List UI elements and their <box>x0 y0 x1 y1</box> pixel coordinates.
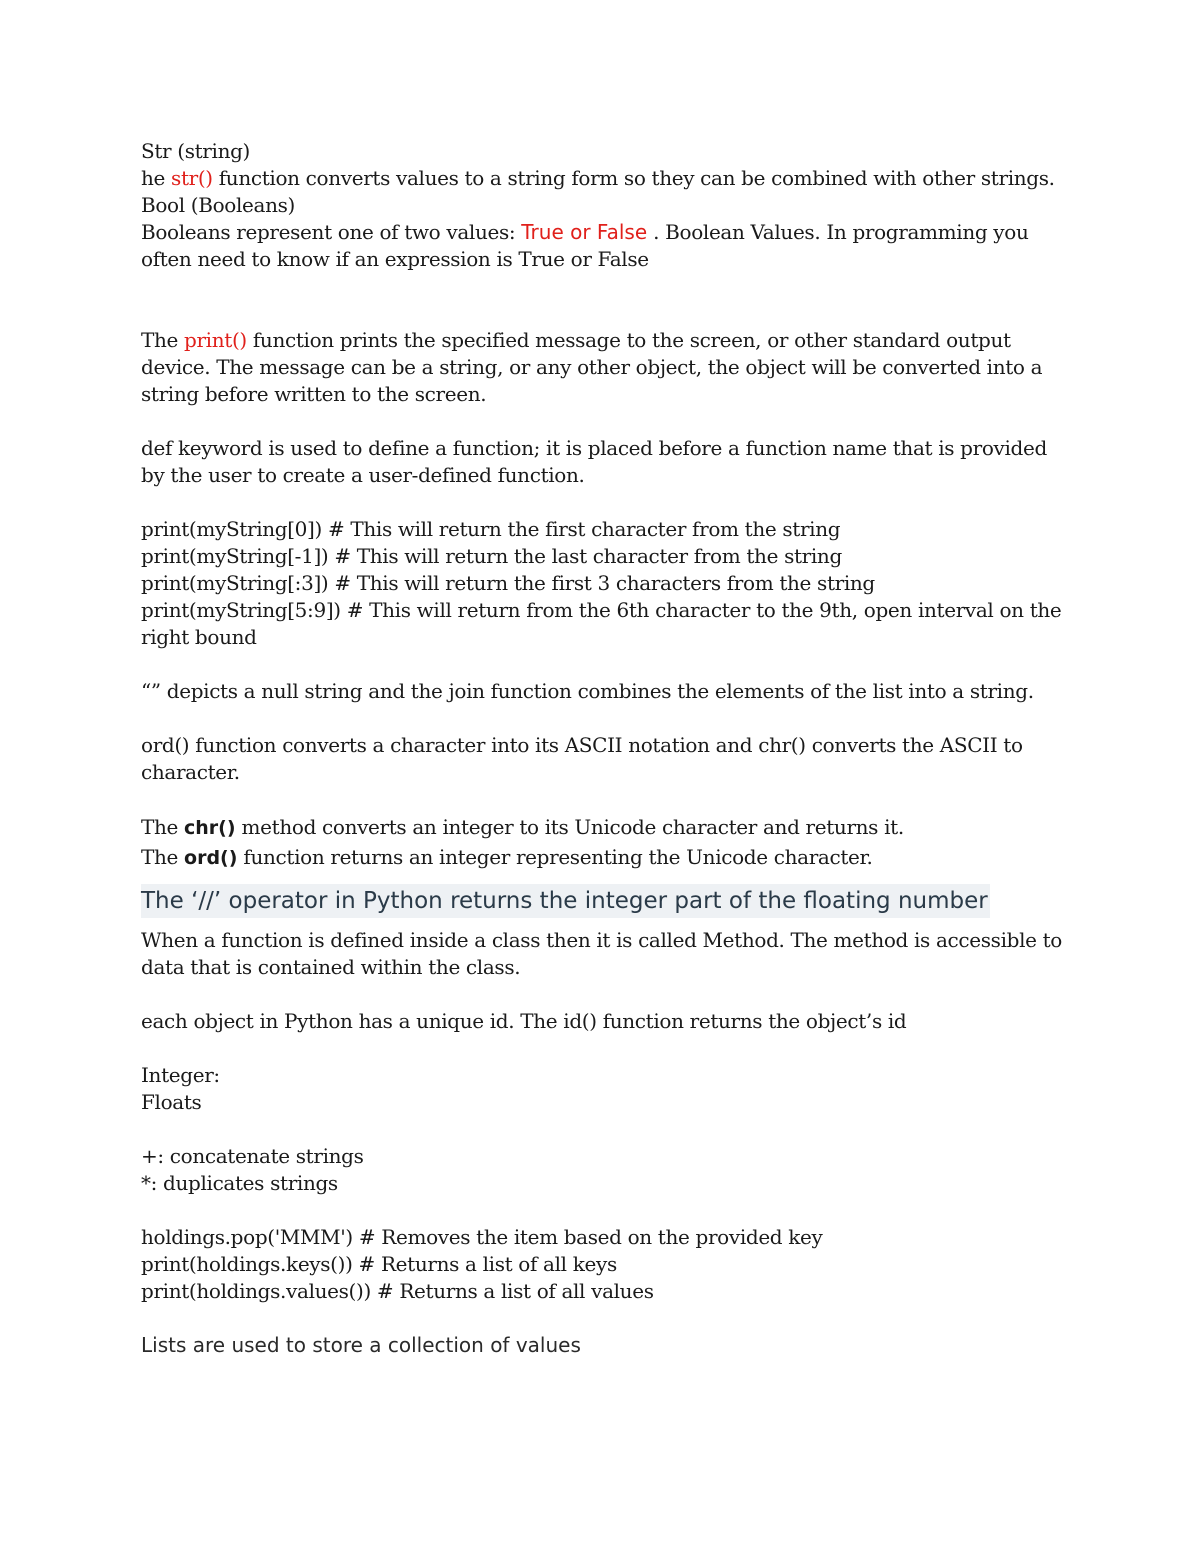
duplicate-operator: *: duplicates strings <box>141 1171 338 1195</box>
str-title: Str (string) <box>141 139 251 163</box>
str-desc-text-rest: function converts values to a string form so they can be combined with other strings. <box>212 166 1055 190</box>
dict-values-line: print(holdings.values()) # Returns a list of all values <box>141 1279 654 1303</box>
document-page <box>141 138 1071 1359</box>
integer-label: Integer: <box>141 1063 220 1087</box>
spacer <box>141 1305 1071 1332</box>
bool-description <box>141 219 1071 273</box>
spacer <box>141 1116 1071 1143</box>
print-function-highlight: print() <box>184 328 247 352</box>
method-description: When a function is defined inside a class then it is called Method. The method is accessible to data that is contained within the class. <box>141 928 1062 979</box>
dict-pop-line: holdings.pop('MMM') # Removes the item based on the provided key <box>141 1225 823 1249</box>
spacer <box>141 1035 1071 1062</box>
str-description <box>141 165 1071 192</box>
print-desc-text-rest: function prints the specified message to the screen, or other standard output device. The message can be a string, or any other object, the object will be converted into a string before written to the screen. <box>141 328 1043 406</box>
print-description <box>141 327 1071 408</box>
bool-values-highlight: True or False <box>521 220 648 244</box>
floor-division-heading: The ‘//’ operator in Python returns the integer part of the floating number <box>141 884 990 918</box>
bool-desc-text-rest: . Boolean Values. In programming you often need to know if an expression is True or False <box>141 220 1029 271</box>
bool-desc-text: Booleans represent one of two values: <box>141 220 522 244</box>
slice-line-1: print(myString[0]) # This will return the first character from the string <box>141 517 841 541</box>
print-desc-text: The <box>141 328 185 352</box>
chr-function-bold: chr() <box>184 817 236 839</box>
slice-line-4: print(myString[5:9]) # This will return from the 6th character to the 9th, open interval on the right bound <box>141 598 1062 649</box>
spacer <box>141 408 1071 435</box>
def-description: def keyword is used to define a function; it is placed before a function name that is provided by the user to create a user-defined function. <box>141 436 1047 487</box>
str-function-highlight: str() <box>171 166 213 190</box>
id-description: each object in Python has a unique id. The id() function returns the object’s id <box>141 1009 907 1033</box>
ord-desc-text: The <box>141 845 185 869</box>
bool-title: Bool (Booleans) <box>141 193 295 217</box>
chr-desc-text-rest: method converts an integer to its Unicode character and returns it. <box>235 815 904 839</box>
ord-chr-description: ord() function converts a character into its ASCII notation and chr() converts the ASCII to character. <box>141 733 1023 784</box>
ord-desc-text-rest: function returns an integer representing the Unicode character. <box>237 845 873 869</box>
spacer <box>141 705 1071 732</box>
lists-description: Lists are used to store a collection of values <box>141 1333 581 1357</box>
chr-desc-text: The <box>141 815 185 839</box>
concat-operator: +: concatenate strings <box>141 1144 364 1168</box>
chr-method-description <box>141 813 1071 843</box>
str-desc-text: he <box>141 166 172 190</box>
floats-label: Floats <box>141 1090 202 1114</box>
spacer <box>141 651 1071 678</box>
ord-function-bold: ord() <box>184 847 238 869</box>
slice-line-2: print(myString[-1]) # This will return the last character from the string <box>141 544 842 568</box>
slice-line-3: print(myString[:3]) # This will return the first 3 characters from the string <box>141 571 875 595</box>
ord-function-description <box>141 843 1071 873</box>
join-description: “” depicts a null string and the join function combines the elements of the list into a string. <box>141 679 1034 703</box>
dict-keys-line: print(holdings.keys()) # Returns a list of all keys <box>141 1252 617 1276</box>
spacer <box>141 273 1071 327</box>
spacer <box>141 1197 1071 1224</box>
spacer <box>141 981 1071 1008</box>
spacer <box>141 489 1071 516</box>
spacer <box>141 786 1071 813</box>
